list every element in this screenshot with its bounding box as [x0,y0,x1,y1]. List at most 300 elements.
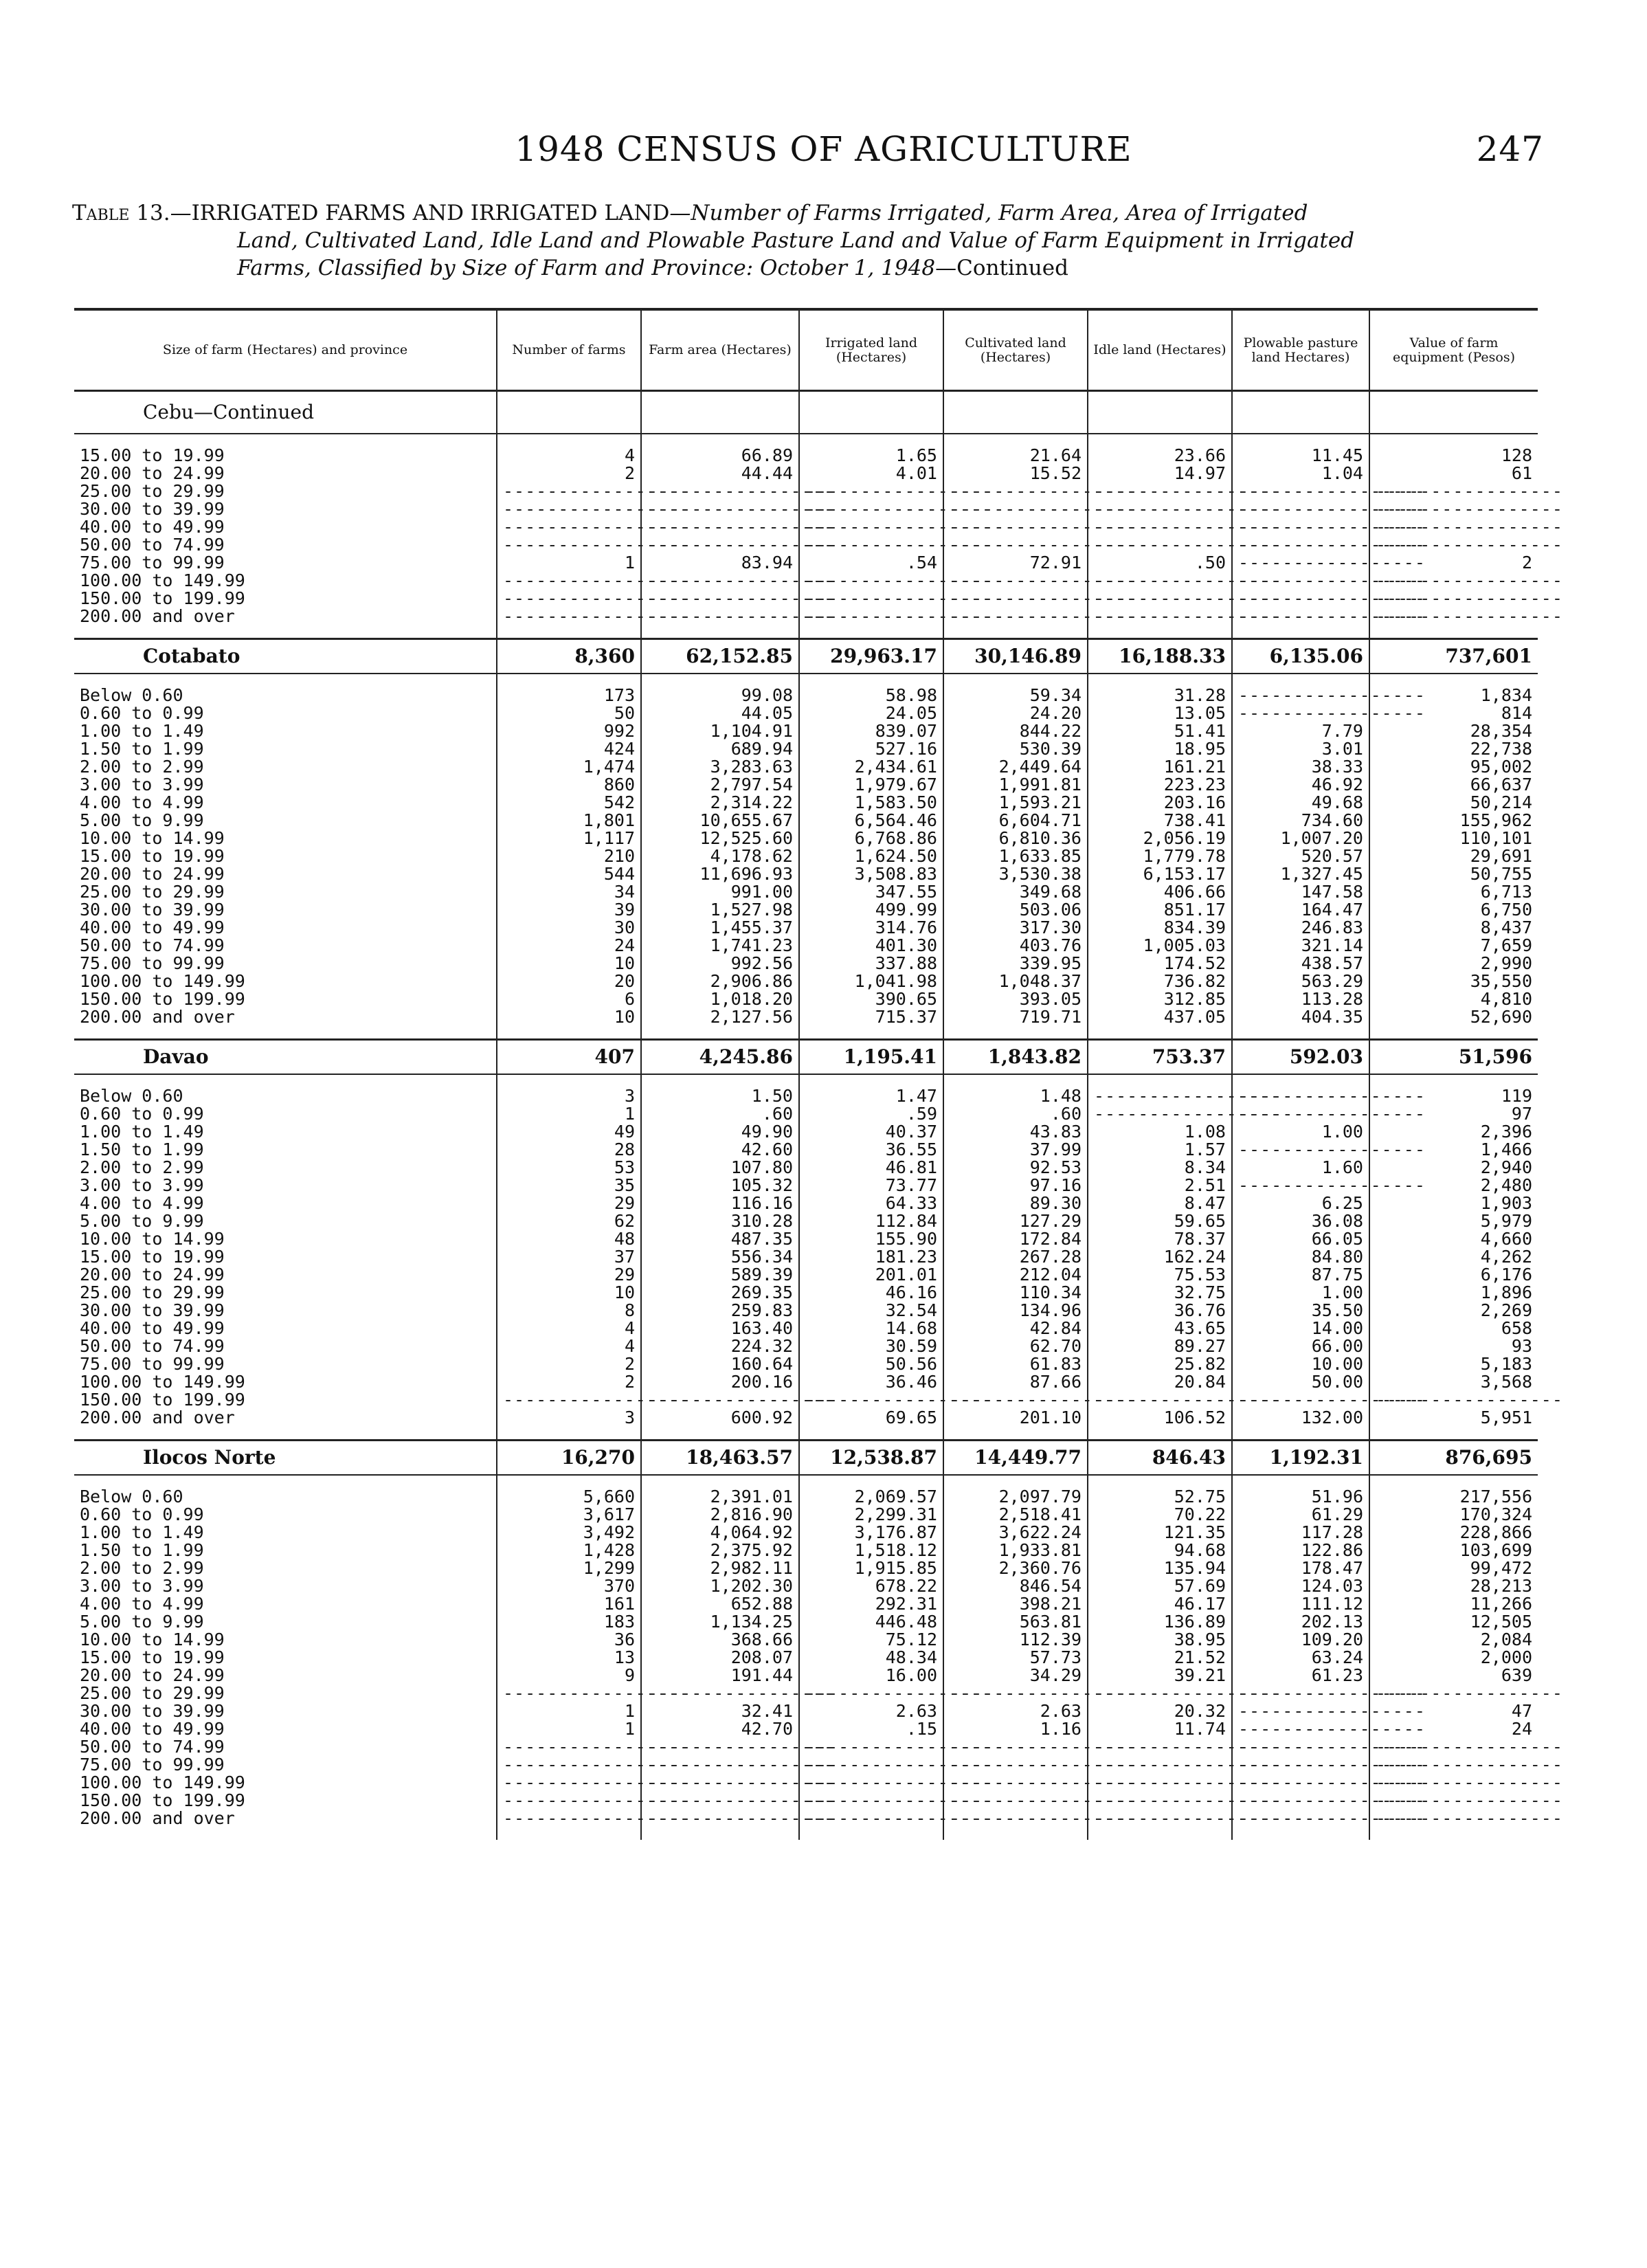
table-cell: 5,183 [1369,1355,1538,1373]
table-cell: 119 [1369,1087,1538,1105]
province-total-row [74,1441,1538,1476]
table-cell: 163.40 [641,1320,799,1337]
table-cell: ----------------- [799,1685,943,1702]
table-cell: 317.30 [943,919,1088,937]
spacer-cell [1232,625,1369,639]
table-row [74,1008,1538,1026]
table-cell: ----------------- [1088,1391,1232,1409]
table-cell: 89.27 [1088,1337,1232,1355]
table-cell: ----------------- [1232,704,1369,722]
table-cell: 24 [497,937,641,955]
table-row [74,1542,1538,1559]
table-row [74,1702,1538,1720]
table-cell: ----------------- [799,1738,943,1756]
table-cell: ----------------- [943,590,1088,608]
farm-size-label: 15.00 to 19.99 [80,445,225,465]
farm-size-label: 30.00 to 39.99 [80,1701,225,1721]
table-cell: 24.20 [943,704,1088,722]
table-cell: 223.23 [1088,776,1232,794]
farm-size-label: 30.00 to 39.99 [80,900,225,920]
table-cell: 8,437 [1369,919,1538,937]
spacer-cell [799,1427,943,1441]
table-cell: 20.84 [1088,1373,1232,1391]
table-cell: 246.83 [1232,919,1369,937]
table-cell: ----------------- [1369,1738,1538,1756]
table-cell: 59.34 [943,687,1088,704]
table-cell: 32.41 [641,1702,799,1720]
province-name: Davao [74,1040,497,1075]
table-row [74,1159,1538,1177]
table-cell: 839.07 [799,722,943,740]
table-cell: 563.81 [943,1613,1088,1631]
table-row [74,1577,1538,1595]
province-total-row [74,1040,1538,1075]
province-total-cell: 4,245.86 [641,1040,799,1075]
spacer-row [74,1827,1538,1840]
table-cell: ----------------- [497,1774,641,1792]
table-cell: 183 [497,1613,641,1631]
table-row [74,1506,1538,1524]
caption-line-3: Farms, Classified by Size of Farm and Province: October 1, 1948 [237,256,936,280]
table-row [74,447,1538,465]
table-cell: 1,428 [497,1542,641,1559]
farm-size-label: 3.00 to 3.99 [80,775,204,794]
farm-size-label: 20.00 to 24.99 [80,864,225,884]
table-cell: 57.73 [943,1649,1088,1667]
table-cell: 424 [497,740,641,758]
table-cell: 97 [1369,1105,1538,1123]
table-cell: 34.29 [943,1667,1088,1685]
table-cell: 1,834 [1369,687,1538,704]
table-cell: 1,202.30 [641,1577,799,1595]
table-cell: 42.84 [943,1320,1088,1337]
farm-size-label: 100.00 to 149.99 [80,570,245,590]
table-cell: 44.05 [641,704,799,722]
table-cell: 174.52 [1088,955,1232,972]
table-cell: 1,801 [497,812,641,830]
farm-size-label: 10.00 to 14.99 [80,1229,225,1249]
table-cell: 3 [497,1409,641,1427]
table-row [74,1631,1538,1649]
table-cell: ----------------- [1369,590,1538,608]
spacer-cell [1232,1827,1369,1840]
province-total-cell: 62,152.85 [641,639,799,674]
farm-size-label: 3.00 to 3.99 [80,1576,204,1596]
table-cell: ----------------- [799,500,943,518]
table-cell: ----------------- [799,1756,943,1774]
table-cell: 28,354 [1369,722,1538,740]
table-row [74,1720,1538,1738]
caption-continued: —Continued [935,256,1068,280]
table-cell: ----------------- [943,1810,1088,1827]
table-cell: ----------------- [497,482,641,500]
table-row [74,1488,1538,1506]
table-cell: ----------------- [1088,572,1232,590]
table-cell: 44.44 [641,465,799,482]
table-cell: 99,472 [1369,1559,1538,1577]
table-cell: 64.33 [799,1194,943,1212]
table-cell: 2,097.79 [943,1488,1088,1506]
table-row [74,919,1538,937]
table-cell: ----------------- [1232,1810,1369,1827]
farm-size-label: 200.00 and over [80,1408,235,1427]
table-cell: 530.39 [943,740,1088,758]
table-row [74,901,1538,919]
table-cell: 134.96 [943,1302,1088,1320]
farm-size-label: 1.00 to 1.49 [80,721,204,741]
table-cell: 1,991.81 [943,776,1088,794]
table-cell: 28 [497,1141,641,1159]
table-cell: 124.03 [1232,1577,1369,1595]
table-cell: 66.05 [1232,1230,1369,1248]
table-cell: 39 [497,901,641,919]
spacer-row [74,1026,1538,1040]
table-cell: 3,283.63 [641,758,799,776]
table-cell: 487.35 [641,1230,799,1248]
table-cell: 97.16 [943,1177,1088,1194]
table-cell: 4,262 [1369,1248,1538,1266]
table-cell: 1.16 [943,1720,1088,1738]
spacer-cell [1369,625,1538,639]
table-cell: 110.34 [943,1284,1088,1302]
farm-size-label: 15.00 to 19.99 [80,846,225,866]
table-row [74,704,1538,722]
table-cell: ----------------- [1088,1087,1232,1105]
table-cell: 201.10 [943,1409,1088,1427]
farm-size-label: 150.00 to 199.99 [80,1390,245,1410]
province-name: Cotabato [74,639,497,674]
province-total-cell: 51,596 [1369,1040,1538,1075]
farm-size-label: 20.00 to 24.99 [80,1665,225,1685]
table-cell: 50 [497,704,641,722]
spacer-cell [799,1827,943,1840]
table-row [74,1792,1538,1810]
farm-size-label: 0.60 to 0.99 [80,1504,204,1524]
province-name: Ilocos Norte [74,1441,497,1476]
table-cell: ----------------- [1369,500,1538,518]
table-cell: 15.52 [943,465,1088,482]
table-cell: 1.08 [1088,1123,1232,1141]
table-cell: ----------------- [641,500,799,518]
table-cell: 349.68 [943,883,1088,901]
province-total-cell [497,391,641,434]
table-cell: 181.23 [799,1248,943,1266]
spacer-cell [497,1827,641,1840]
table-cell: 49 [497,1123,641,1141]
table-cell: 1,299 [497,1559,641,1577]
province-total-cell: 1,192.31 [1232,1441,1369,1476]
table-cell: 49.68 [1232,794,1369,812]
farm-size-label: 4.00 to 4.99 [80,1594,204,1614]
table-row [74,1524,1538,1542]
farm-size-label: 3.00 to 3.99 [80,1175,204,1195]
table-cell: 2,990 [1369,955,1538,972]
table-cell: 57.69 [1088,1577,1232,1595]
table-cell: 2,396 [1369,1123,1538,1141]
farm-size-label: Below 0.60 [80,685,183,705]
table-row [74,1266,1538,1284]
table-cell: 4,064.92 [641,1524,799,1542]
farm-size-label: 2.00 to 2.99 [80,1157,204,1177]
table-cell: 202.13 [1232,1613,1369,1631]
table-cell: 1 [497,554,641,572]
table-cell: 89.30 [943,1194,1088,1212]
table-cell: ----------------- [1088,1774,1232,1792]
table-cell: 1,048.37 [943,972,1088,990]
table-cell: 3,492 [497,1524,641,1542]
table-cell: 8.34 [1088,1159,1232,1177]
table-cell: 147.58 [1232,883,1369,901]
farm-size-label: 4.00 to 4.99 [80,792,204,812]
farm-size-label: 100.00 to 149.99 [80,1772,245,1792]
table-cell: 438.57 [1232,955,1369,972]
table-row [74,1123,1538,1141]
table-cell: 390.65 [799,990,943,1008]
table-cell: 87.75 [1232,1266,1369,1284]
table-cell: 834.39 [1088,919,1232,937]
table-cell: 1.00 [1232,1284,1369,1302]
table-cell: ----------------- [1369,1810,1538,1827]
table-cell: 200.16 [641,1373,799,1391]
province-total-cell: 16,270 [497,1441,641,1476]
table-cell: ----------------- [497,572,641,590]
table-cell: ----------------- [1088,1792,1232,1810]
table-cell: 178.47 [1232,1559,1369,1577]
table-cell: ----------------- [1369,572,1538,590]
table-cell: 6.25 [1232,1194,1369,1212]
table-cell: 38.95 [1088,1631,1232,1649]
table-cell: 4 [497,1320,641,1337]
table-cell: 689.94 [641,740,799,758]
table-cell: ----------------- [943,518,1088,536]
table-cell: 738.41 [1088,812,1232,830]
table-cell: 61.23 [1232,1667,1369,1685]
province-total-cell: 18,463.57 [641,1441,799,1476]
table-cell: 589.39 [641,1266,799,1284]
spacer-cell [1088,1427,1232,1441]
table-cell: 39.21 [1088,1667,1232,1685]
farm-size-label: 15.00 to 19.99 [80,1647,225,1667]
table-cell: 406.66 [1088,883,1232,901]
table-cell: 172.84 [943,1230,1088,1248]
spacer-cell [1088,1827,1232,1840]
table-row [74,1141,1538,1159]
table-cell: 991.00 [641,883,799,901]
table-cell: 6,564.46 [799,812,943,830]
column-header: Idle land (Hectares) [1088,309,1232,391]
table-cell: 544 [497,865,641,883]
table-cell: 678.22 [799,1577,943,1595]
table-cell: 23.66 [1088,447,1232,465]
farm-size-label: 100.00 to 149.99 [80,1372,245,1392]
table-cell: 2,906.86 [641,972,799,990]
table-cell: 51.41 [1088,722,1232,740]
table-cell: ----------------- [799,1774,943,1792]
table-cell: ----------------- [641,590,799,608]
farm-size-label: 2.00 to 2.99 [80,1558,204,1578]
table-cell: ----------------- [1232,590,1369,608]
table-row [74,1302,1538,1320]
table-cell: 83.94 [641,554,799,572]
table-cell: 851.17 [1088,901,1232,919]
table-cell: 37 [497,1248,641,1266]
table-cell: 28,213 [1369,1577,1538,1595]
table-cell: 3.01 [1232,740,1369,758]
table-cell: 719.71 [943,1008,1088,1026]
table-cell: 160.64 [641,1355,799,1373]
spacer-cell [497,434,641,447]
table-cell: ----------------- [943,1738,1088,1756]
table-cell: 13.05 [1088,704,1232,722]
table-cell: 7.79 [1232,722,1369,740]
table-cell: 24 [1369,1720,1538,1738]
province-total-cell: 14,449.77 [943,1441,1088,1476]
table-cell: 93 [1369,1337,1538,1355]
table-cell: 1,041.98 [799,972,943,990]
table-cell: ----------------- [943,1391,1088,1409]
table-cell: ----------------- [1369,536,1538,554]
table-cell: ----------------- [1088,536,1232,554]
table-cell: 3,617 [497,1506,641,1524]
table-cell: ----------------- [1232,1087,1369,1105]
table-row [74,1087,1538,1105]
table-cell: 401.30 [799,937,943,955]
table-row [74,518,1538,536]
table-cell: 66,637 [1369,776,1538,794]
table-cell: 25.82 [1088,1355,1232,1373]
table-row [74,1337,1538,1355]
farm-size-label: 150.00 to 199.99 [80,1790,245,1810]
farm-size-label: 50.00 to 74.99 [80,535,225,555]
table-cell: 117.28 [1232,1524,1369,1542]
table-cell: 11.45 [1232,447,1369,465]
table-cell: .54 [799,554,943,572]
farm-size-label: 10.00 to 14.99 [80,1630,225,1649]
table-cell: 18.95 [1088,740,1232,758]
table-cell: 161 [497,1595,641,1613]
column-header: Cultivated land (Hectares) [943,309,1088,391]
table-cell: 5,660 [497,1488,641,1506]
spacer-cell [497,1074,641,1087]
farm-size-label: 40.00 to 49.99 [80,1719,225,1739]
table-cell: .60 [943,1105,1088,1123]
table-cell: 2,299.31 [799,1506,943,1524]
table-cell: 70.22 [1088,1506,1232,1524]
farm-size-label: 75.00 to 99.99 [80,1755,225,1775]
spacer-cell [1088,1026,1232,1040]
farm-size-label: 200.00 and over [80,1808,235,1828]
table-cell: 337.88 [799,955,943,972]
spacer-cell [641,1026,799,1040]
table-cell: ----------------- [497,1756,641,1774]
table-cell: 8 [497,1302,641,1320]
table-cell: 36.55 [799,1141,943,1159]
table-cell: 13 [497,1649,641,1667]
farm-size-label: 4.00 to 4.99 [80,1193,204,1213]
farm-size-label: 1.50 to 1.99 [80,1139,204,1159]
table-row [74,1774,1538,1792]
table-cell: 734.60 [1232,812,1369,830]
table-cell: 1,527.98 [641,901,799,919]
table-cell: 259.83 [641,1302,799,1320]
table-cell: 2,518.41 [943,1506,1088,1524]
table-cell: 208.07 [641,1649,799,1667]
table-row [74,955,1538,972]
caption-line-2: Land, Cultivated Land, Idle Land and Plowable Pasture Land and Value of Farm Equipment in Irrigated [237,228,1355,253]
table-cell: 66.00 [1232,1337,1369,1355]
table-cell: 16.00 [799,1667,943,1685]
table-cell: ----------------- [641,572,799,590]
table-cell: ----------------- [943,1774,1088,1792]
table-cell: 161.21 [1088,758,1232,776]
table-cell: ----------------- [1232,536,1369,554]
spacer-cell [74,1427,497,1441]
spacer-cell [74,625,497,639]
table-cell: 29 [497,1266,641,1284]
table-cell: 2.63 [943,1702,1088,1720]
table-cell: 84.80 [1232,1248,1369,1266]
table-cell: ----------------- [497,1738,641,1756]
province-total-cell: 30,146.89 [943,639,1088,674]
farm-size-label: 20.00 to 24.99 [80,1265,225,1285]
table-cell: ----------------- [1232,1702,1369,1720]
column-header: Farm area (Hectares) [641,309,799,391]
table-cell: 36.46 [799,1373,943,1391]
table-cell: 50,214 [1369,794,1538,812]
table-cell: 992 [497,722,641,740]
table-cell: ----------------- [1232,1756,1369,1774]
table-cell: 40.37 [799,1123,943,1141]
province-total-cell: 29,963.17 [799,639,943,674]
table-row [74,937,1538,955]
table-cell: ----------------- [1369,1792,1538,1810]
table-cell: 106.52 [1088,1409,1232,1427]
table-cell: 1.50 [641,1087,799,1105]
table-cell: .15 [799,1720,943,1738]
table-cell: 2,816.90 [641,1506,799,1524]
table-cell: 310.28 [641,1212,799,1230]
table-row [74,865,1538,883]
farm-size-label: 40.00 to 49.99 [80,918,225,937]
farm-size-label: 1.50 to 1.99 [80,739,204,759]
table-cell: ----------------- [1232,1685,1369,1702]
table-cell: 87.66 [943,1373,1088,1391]
page-title: 1948 CENSUS OF AGRICULTURE [515,129,1132,169]
table-cell: 2 [497,1373,641,1391]
table-cell: ----------------- [641,1738,799,1756]
table-cell: 21.64 [943,447,1088,465]
table-cell: 228,866 [1369,1524,1538,1542]
table-cell: 1,134.25 [641,1613,799,1631]
table-cell: 404.35 [1232,1008,1369,1026]
table-cell: ----------------- [641,1756,799,1774]
table-cell: ----------------- [1369,1391,1538,1409]
table-cell: ----------------- [943,500,1088,518]
table-cell: ----------------- [497,1810,641,1827]
table-row [74,554,1538,572]
table-cell: 1 [497,1105,641,1123]
census-table [74,308,1563,1840]
table-cell: 224.32 [641,1337,799,1355]
table-main-title: —IRRIGATED FARMS AND IRRIGATED LAND [170,201,670,225]
table-cell: ----------------- [1232,687,1369,704]
spacer-cell [641,625,799,639]
farm-size-label: 75.00 to 99.99 [80,953,225,973]
table-cell: 69.65 [799,1409,943,1427]
table-cell: 4 [497,447,641,465]
table-cell: 30.59 [799,1337,943,1355]
table-cell: 1.48 [943,1087,1088,1105]
